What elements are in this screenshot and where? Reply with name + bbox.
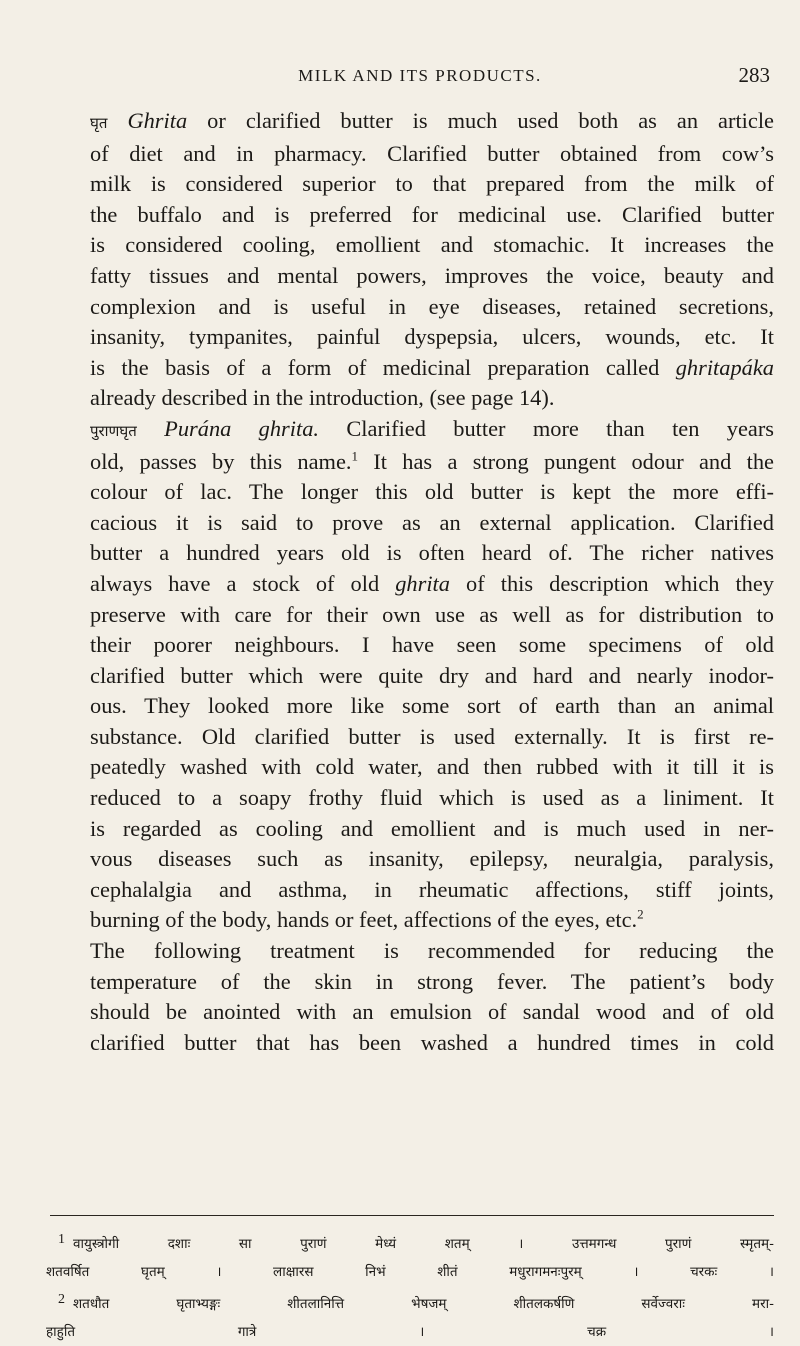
footnote-divider xyxy=(50,1215,774,1216)
paragraph-purana-ghrita xyxy=(46,414,774,936)
text-span: or clarified butter is much used both as an article xyxy=(207,108,774,133)
paragraph-fever-treatment xyxy=(46,936,774,1058)
footnote-citation: चक्र । xyxy=(587,1324,774,1340)
text-span: burning of the body, hands or feet, affections of the eyes, etc. xyxy=(90,907,638,933)
text-line: fatty tissues and mental powers, improves the voice, beauty and xyxy=(90,262,774,288)
footnote-ref: 1 xyxy=(351,448,358,464)
footnotes xyxy=(46,1226,774,1346)
running-head xyxy=(70,63,770,90)
footnote-text: शतधौत घृताभ्यङ्गः शीतलानित्ति भेषजम् शीतलकर्षणि सर्वेज्वराः मरा- xyxy=(73,1296,774,1312)
text-span: always have a stock of old xyxy=(90,570,380,596)
text-line: vous diseases such as insanity, epilepsy, neuralgia, paralysis, xyxy=(90,846,774,872)
text-line: of diet and in pharmacy. Clarified butter obtained from cow’s xyxy=(90,140,774,166)
text-line: peatedly washed with cold water, and then rubbed with it till it is xyxy=(90,754,774,780)
text-line: temperature of the skin in strong fever. The patient’s body xyxy=(90,968,774,994)
text-line: is considered cooling, emollient and stomachic. It increases the xyxy=(90,232,774,258)
footnote-number: 1 xyxy=(58,1232,65,1247)
text-line: ous. They looked more like some sort of earth than an animal xyxy=(90,693,774,719)
devanagari-term: घृत xyxy=(90,114,108,132)
text-line: colour of lac. The longer this old butter is kept the more effi- xyxy=(90,479,774,505)
text-span: It has a strong pungent odour and the xyxy=(373,448,774,474)
text-line: clarified butter that has been washed a hundred times in cold xyxy=(90,1029,774,1055)
footnote-2 xyxy=(46,1286,774,1318)
text-line xyxy=(46,106,774,139)
text-line: insanity, tympanites, painful dyspepsia, ulcers, wounds, etc. It xyxy=(90,324,774,350)
footnote-text: हाहुति गात्रे । xyxy=(46,1324,425,1340)
paragraph-ghrita xyxy=(46,106,774,414)
text-line xyxy=(46,353,774,384)
text-line: is regarded as cooling and emollient and is much used in ner- xyxy=(90,815,774,841)
term-ghrita: Ghrita xyxy=(127,108,188,133)
footnote-text: वायुस्त्रोगी दशाः सा पुराणं मेध्यं शतम् । उत्तमगन्ध पुराणं स्मृतम्- xyxy=(73,1236,774,1252)
text-line: reduced to a soapy frothy fluid which is used as a liniment. It xyxy=(90,785,774,811)
text-span: old, passes by this name. xyxy=(90,448,352,474)
term-purana-ghrita: Purána ghrita. xyxy=(164,415,320,441)
text-line: substance. Old clarified butter is used externally. It is first re- xyxy=(90,723,774,749)
footnote-1 xyxy=(46,1226,774,1258)
term-ghrita: ghrita xyxy=(395,570,450,596)
text-line: The following treatment is recommended for reducing the xyxy=(90,938,774,964)
text-line xyxy=(46,414,774,447)
running-head-title: MILK AND ITS PRODUCTS. xyxy=(298,66,542,85)
text-line: complexion and is useful in eye diseases, retained secretions, xyxy=(90,293,774,319)
text-line: already described in the introduction, (see page 14). xyxy=(90,385,555,411)
text-span: is the basis of a form of medicinal preparation called xyxy=(90,354,660,380)
text-line: butter a hundred years old is often heard of. The richer natives xyxy=(90,540,774,566)
footnote-1-cont xyxy=(46,1258,774,1286)
footnote-text: शतवर्षित घृतम् । लाक्षारस निभं शीतं मधुरागमनःपुरम् । चरकः । xyxy=(46,1264,774,1280)
text-line xyxy=(46,569,774,600)
body-text xyxy=(46,106,774,1058)
text-line xyxy=(46,447,774,478)
text-line: clarified butter which were quite dry and hard and nearly inodor- xyxy=(90,662,774,688)
footnote-2-cont xyxy=(46,1318,774,1346)
text-line: preserve with care for their own use as well as for distribution to xyxy=(90,601,774,627)
footnote-ref: 2 xyxy=(637,906,644,922)
text-span: Clarified butter more than ten years xyxy=(346,415,774,441)
text-line: should be anointed with an emulsion of sandal wood and of old xyxy=(90,999,774,1025)
text-line: cacious it is said to prove as an external application. Clarified xyxy=(90,509,774,535)
text-span: of this description which they xyxy=(466,570,774,596)
text-line xyxy=(46,905,774,936)
text-line: cephalalgia and asthma, in rheumatic affections, stiff joints, xyxy=(90,876,774,902)
text-line: milk is considered superior to that prepared from the milk of xyxy=(90,171,774,197)
term-ghritapaka: ghritapáka xyxy=(675,354,774,380)
page-number: 283 xyxy=(738,63,770,87)
footnote-number: 2 xyxy=(58,1292,65,1307)
text-line: the buffalo and is preferred for medicinal use. Clarified butter xyxy=(90,201,774,227)
devanagari-term: पुराणघृत xyxy=(90,421,137,440)
text-line: their poorer neighbours. I have seen some specimens of old xyxy=(90,632,774,658)
